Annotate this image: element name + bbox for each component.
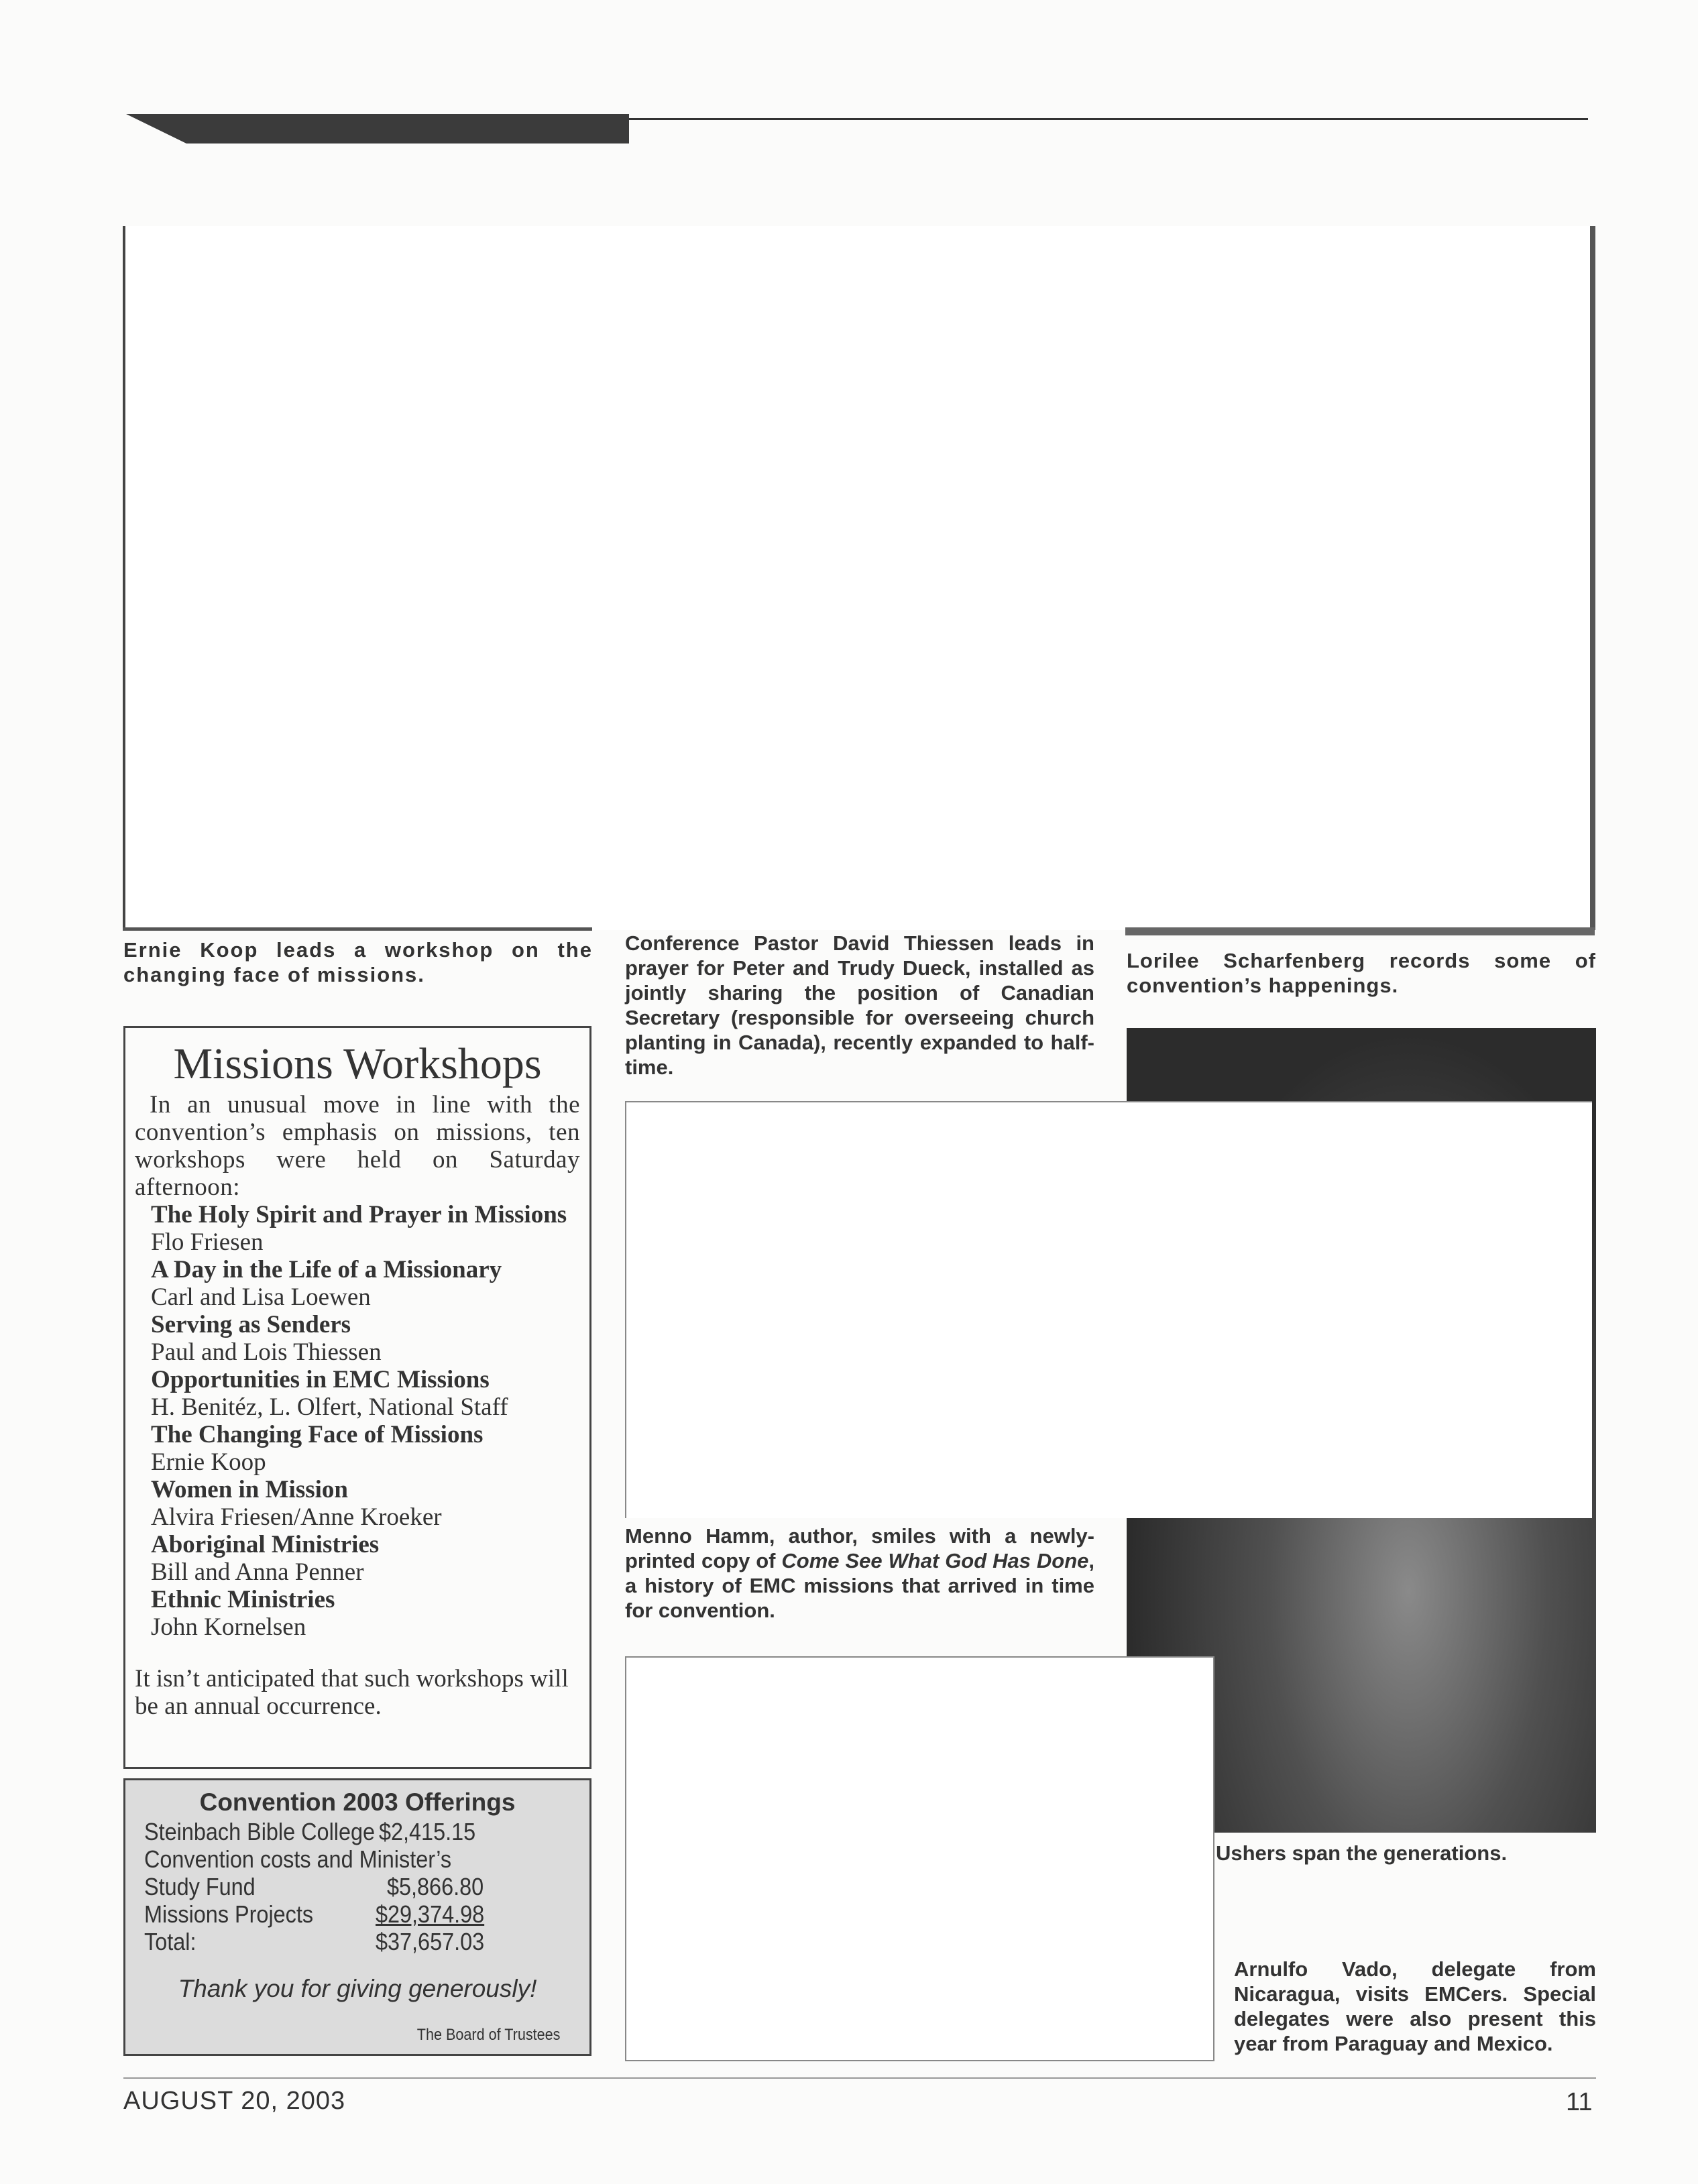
workshop-name: Women in Mission bbox=[151, 1476, 348, 1503]
workshops-title: Missions Workshops bbox=[173, 1039, 542, 1088]
offering-label: Steinbach Bible College bbox=[144, 1818, 376, 1845]
caption-hamm bbox=[625, 1524, 1094, 1623]
offerings-title: Convention 2003 Offerings bbox=[199, 1788, 516, 1816]
workshop-leader: Flo Friesen bbox=[151, 1228, 264, 1256]
workshop-leader: Carl and Lisa Loewen bbox=[151, 1283, 371, 1311]
caption-hamm-title: Come See What God Has Done bbox=[781, 1549, 1089, 1572]
caption-thiessen: Conference Pastor David Thiessen leads in prayer for Peter and Trudy Dueck, installed as jointly sharing the position of Canadian Secretary (responsible for overseeing church planting in Canada), recently expanded to half-time. bbox=[625, 931, 1094, 1079]
offering-label: Convention costs and Minister’s bbox=[144, 1845, 452, 1873]
hamm-photo bbox=[625, 1101, 1592, 1518]
workshop-item bbox=[135, 1366, 580, 1421]
caption-ushers: Ushers span the generations. bbox=[1215, 1841, 1508, 1865]
offering-amount: $29,374.98 bbox=[376, 1900, 485, 1928]
offerings-box bbox=[123, 1778, 591, 2056]
page-number: 11 bbox=[1566, 2088, 1593, 2116]
workshop-name: Ethnic Ministries bbox=[151, 1586, 335, 1613]
header-banner bbox=[126, 114, 629, 143]
workshop-leader: Paul and Lois Thiessen bbox=[151, 1338, 382, 1366]
workshop-name: Opportunities in EMC Missions bbox=[151, 1366, 490, 1393]
workshop-name: The Changing Face of Missions bbox=[151, 1421, 484, 1448]
caption-lorilee: Lorilee Scharfenberg records some of convention’s happenings. bbox=[1127, 949, 1596, 997]
footer-date: AUGUST 20, 2003 bbox=[123, 2087, 346, 2115]
workshop-item bbox=[135, 1586, 580, 1641]
offering-total: $37,657.03 bbox=[376, 1928, 485, 1955]
main-photo bbox=[123, 226, 1595, 930]
workshop-item bbox=[135, 1531, 580, 1586]
header-rule bbox=[629, 118, 1588, 120]
workshop-name: Aboriginal Ministries bbox=[151, 1531, 380, 1558]
offerings-signature: The Board of Trustees bbox=[416, 2026, 560, 2044]
workshop-leader: Bill and Anna Penner bbox=[151, 1558, 364, 1586]
offering-amount: $5,866.80 bbox=[387, 1873, 484, 1900]
workshops-box bbox=[123, 1026, 591, 1769]
workshop-item bbox=[135, 1256, 580, 1311]
workshop-item bbox=[135, 1201, 580, 1256]
workshop-name: The Holy Spirit and Prayer in Missions bbox=[151, 1201, 567, 1228]
offering-label: Study Fund bbox=[144, 1873, 256, 1900]
workshop-name: Serving as Senders bbox=[151, 1311, 351, 1338]
caption-hamm-post: , a history of EMC missions that arrived in time for convention. bbox=[625, 1549, 1094, 1622]
caption-vado: Arnulfo Vado, delegate from Nicaragua, visits EMCers. Special delegates were also present this year from Paraguay and Mexico. bbox=[1234, 1957, 1596, 2055]
offering-label: Missions Projects bbox=[144, 1900, 314, 1928]
workshop-leader: John Kornelsen bbox=[151, 1613, 306, 1641]
offerings-thanks: Thank you for giving generously! bbox=[178, 1975, 537, 2002]
workshop-item bbox=[135, 1311, 580, 1366]
caption-hamm-pre: Menno Hamm, author, smiles with a newly-printed copy of bbox=[625, 1524, 1094, 1572]
workshop-leader: Ernie Koop bbox=[151, 1448, 266, 1476]
workshop-item bbox=[135, 1476, 580, 1531]
footer-rule bbox=[123, 2077, 1596, 2079]
workshop-item bbox=[135, 1421, 580, 1476]
caption-koop: Ernie Koop leads a workshop on the changing face of missions. bbox=[123, 938, 593, 986]
workshop-leader: H. Benitéz, L. Olfert, National Staff bbox=[151, 1393, 508, 1421]
workshops-intro: In an unusual move in line with the convention’s emphasis on missions, ten workshops were held on Saturday afternoon: bbox=[135, 1091, 580, 1201]
offering-label: Total: bbox=[144, 1928, 196, 1955]
photo-edge bbox=[123, 927, 592, 931]
workshops-footer: It isn’t anticipated that such workshops will be an annual occurrence. bbox=[135, 1665, 569, 1720]
photo-edge bbox=[1125, 927, 1595, 935]
offering-amount: $2,415.15 bbox=[379, 1818, 476, 1845]
workshop-leader: Alvira Friesen/Anne Kroeker bbox=[151, 1503, 442, 1531]
workshop-name: A Day in the Life of a Missionary bbox=[151, 1256, 502, 1283]
